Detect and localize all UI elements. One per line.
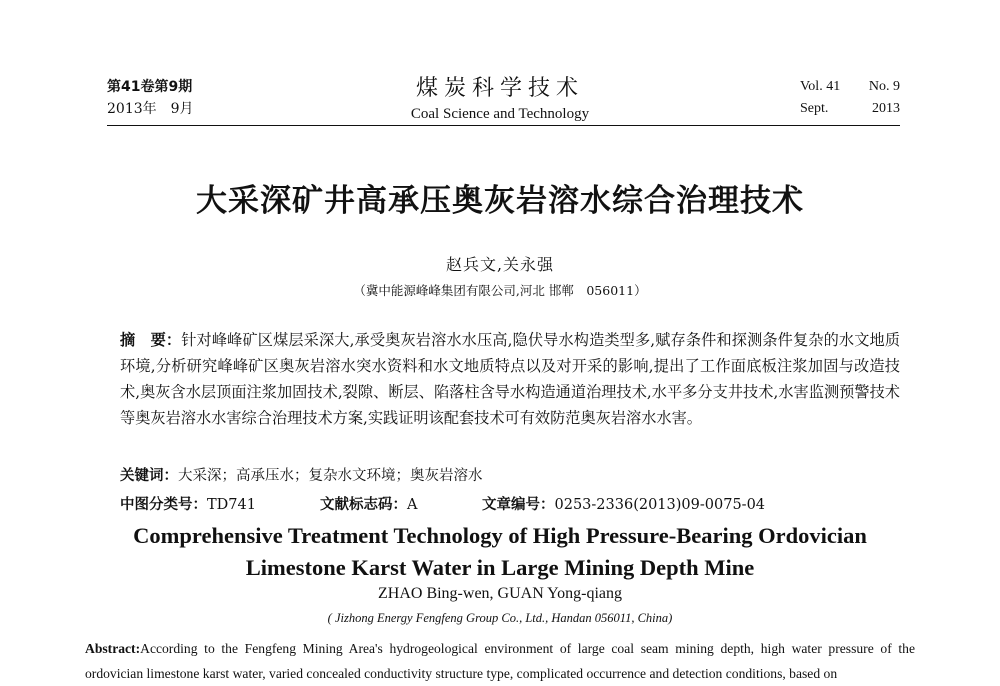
date-cn: 2013年 9月 — [107, 101, 194, 117]
title-en-line1: Comprehensive Treatment Technology of High Pressure-Bearing Ordovician — [133, 523, 867, 548]
keywords-text: 大采深；高承压水；复杂水文环境；奥灰岩溶水 — [178, 468, 483, 484]
journal-header-right — [800, 76, 900, 120]
abstract-cn — [120, 327, 900, 431]
classification-line — [120, 493, 765, 514]
year-en: 2013 — [872, 101, 900, 116]
journal-name-cn: 煤炭科学技术 — [415, 76, 584, 101]
volume-issue-cn: 第41卷第9期 — [107, 79, 193, 95]
abstract-label-cn: 摘 要： — [120, 331, 182, 349]
doc-code-label: 文献标志码： — [320, 497, 407, 513]
doc-code-value: A — [407, 497, 418, 513]
affiliation-en: ( Jizhong Energy Fengfeng Group Co., Ltd., Handan 056011, China) — [327, 611, 673, 625]
affiliation-cn: （冀中能源峰峰集团有限公司,河北 邯郸 056011） — [353, 283, 647, 298]
abstract-label-en: Abstract: — [85, 641, 141, 656]
abstract-en — [85, 636, 915, 686]
month-en: Sept. — [800, 101, 829, 116]
volume-en: Vol. 41 — [800, 79, 841, 94]
journal-name-en: Coal Science and Technology — [410, 106, 590, 122]
journal-header-left — [107, 76, 194, 120]
issue-en: No. 9 — [868, 79, 900, 94]
article-no-value: 0253-2336(2013)09-0075-04 — [554, 497, 766, 513]
keywords-line — [120, 464, 483, 485]
keywords-label: 关键词： — [120, 468, 178, 484]
authors-cn: 赵兵文,关永强 — [445, 255, 555, 274]
abstract-text-en: According to the Fengfeng Mining Area's hydrogeological environment of large coal seam mining depth, high water pressure of the ordovician limestone karst water, varied concealed conductivity structure type, complicated occurrence and detection conditions, based on — [85, 641, 915, 681]
article-title-en — [0, 520, 1000, 584]
article-no-label: 文章编号： — [482, 497, 555, 513]
abstract-text-cn: 针对峰峰矿区煤层采深大,承受奥灰岩溶水水压高,隐伏导水构造类型多,赋存条件和探测条件复杂的水文地质环境,分析研究峰峰矿区奥灰岩溶水突水资料和水文地质特点以及对开采的影响,提出了工作面底板注浆加固与改造技术,奥灰含水层顶面注浆加固技术,裂隙、断层、陷落柱含导水构造通道治理技术,水平多分支井技术,水害监测预警技术等奥灰岩溶水水害综合治理技术方案,实践证明该配套技术可有效防范奥灰岩溶水水害。 — [120, 331, 901, 427]
clc-label: 中图分类号： — [120, 497, 207, 513]
header-divider — [107, 125, 900, 126]
title-en-line2: Limestone Karst Water in Large Mining Depth Mine — [245, 555, 755, 580]
authors-en: ZHAO Bing-wen, GUAN Yong-qiang — [378, 585, 622, 602]
journal-header-center — [350, 74, 650, 124]
article-title-cn: 大采深矿井高承压奥灰岩溶水综合治理技术 — [196, 183, 804, 219]
clc-value: TD741 — [207, 497, 256, 513]
